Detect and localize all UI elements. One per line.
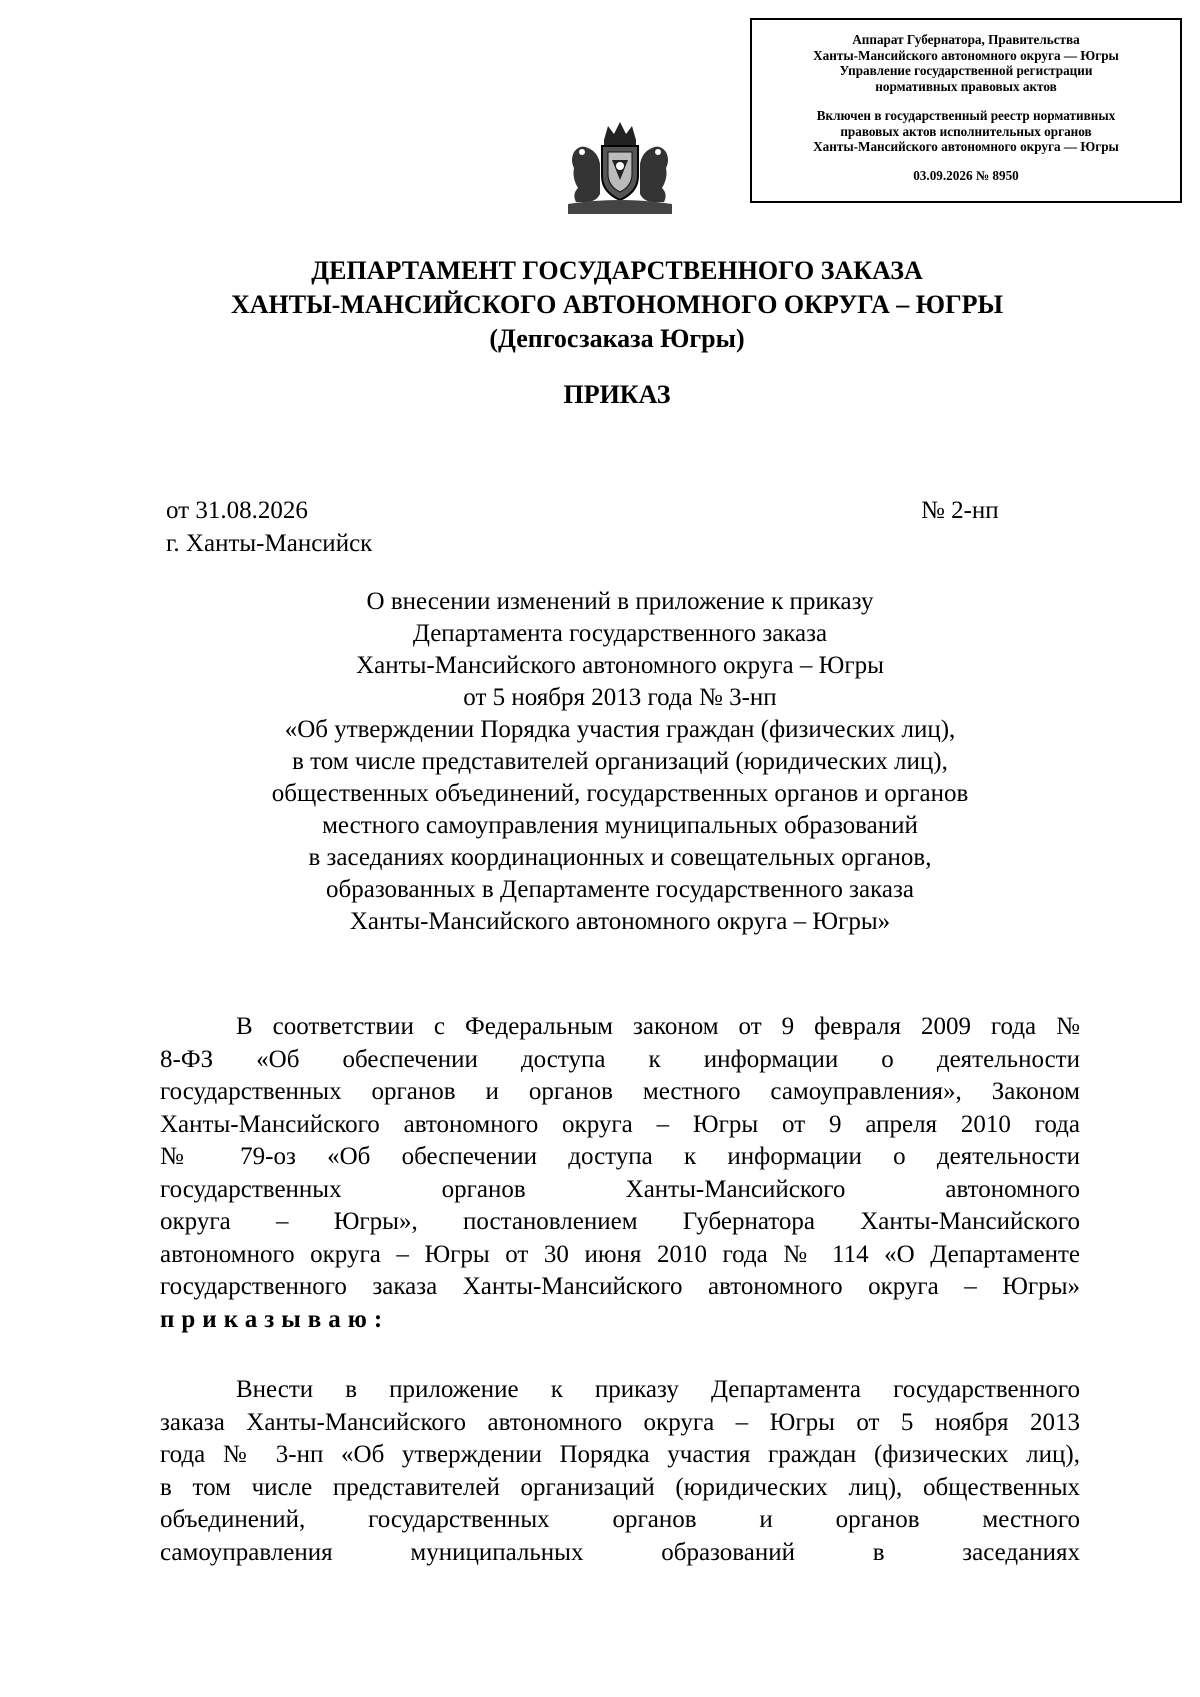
stamp-line: нормативных правовых актов: [875, 78, 1057, 94]
paragraph-line: заказа Ханты-Мансийского автономного округа – Югры от 5 ноября 2013: [160, 1408, 1080, 1436]
subject-line: Ханты-Мансийского автономного округа – Югры: [356, 652, 884, 679]
preamble-paragraph: [160, 1011, 1080, 1336]
paragraph-line: округа – Югры», постановлением Губернатора Ханты-Мансийского: [160, 1208, 1080, 1235]
paragraph-line: самоуправления муниципальных образований в заседаниях: [160, 1538, 1080, 1566]
paragraph-line: 8-ФЗ «Об обеспечении доступа к информации о деятельности: [160, 1045, 1080, 1073]
department-name-line1: ДЕПАРТАМЕНТ ГОСУДАРСТВЕННОГО ЗАКАЗА: [311, 256, 923, 285]
paragraph-line: № 79-оз «Об обеспечении доступа к информации о деятельности: [160, 1143, 1080, 1170]
paragraph-line: в том числе представителей организаций (юридических лиц), общественных: [160, 1473, 1080, 1501]
order-number: № 2-нп: [921, 497, 999, 524]
subject-line: в заседаниях координационных и совещательных органов,: [308, 844, 932, 871]
subject-line: Ханты-Мансийского автономного округа – Югры»: [349, 908, 891, 935]
coat-of-arms-icon: [560, 118, 680, 218]
paragraph-line: Внести в приложение к приказу Департамента государственного: [236, 1376, 1080, 1403]
department-short-name: (Депгосзаказа Югры): [489, 324, 745, 353]
subject-line: Департамента государственного заказа: [412, 620, 828, 647]
operative-paragraph: [160, 1374, 1080, 1569]
subject-line: образованных в Департаменте государственного заказа: [326, 876, 914, 903]
stamp-line: Аппарат Губернатора, Правительства: [852, 32, 1080, 47]
department-header: [0, 254, 1200, 356]
subject-line: общественных объединений, государственных органов и органов: [271, 780, 969, 807]
paragraph-line: государственных органов и органов местного самоуправления», Законом: [160, 1078, 1080, 1105]
paragraph-line: автономного округа – Югры от 30 июня 2010 года № 114 «О Департаменте: [160, 1240, 1080, 1268]
subject-line: «Об утверждении Порядка участия граждан (физических лиц),: [284, 716, 956, 743]
stamp-line: Включен в государственный реестр нормативных: [816, 108, 1116, 123]
order-subject: [166, 586, 1074, 938]
department-name-line2: ХАНТЫ-МАНСИЙСКОГО АВТОНОМНОГО ОКРУГА – ЮГРЫ: [230, 290, 1004, 319]
stamp-line: Ханты-Мансийского автономного округа — Югры: [813, 47, 1119, 63]
paragraph-line: государственного заказа Ханты-Мансийского автономного округа – Югры»: [160, 1273, 1080, 1300]
paragraph-line: государственных органов Ханты-Мансийского автономного: [160, 1175, 1080, 1203]
paragraph-line: В соответствии с Федеральным законом от 9 февраля 2009 года №: [236, 1013, 1080, 1040]
subject-line: в том числе представителей организаций (юридических лиц),: [292, 748, 948, 775]
stamp-line: Управление государственной регистрации: [839, 63, 1093, 78]
subject-line: местного самоуправления муниципальных образований: [322, 812, 918, 839]
order-date: от 31.08.2026: [166, 497, 308, 524]
decree-word: приказываю:: [160, 1305, 390, 1333]
document-type-title: ПРИКАЗ: [563, 380, 671, 409]
registration-stamp: [750, 18, 1182, 203]
paragraph-line: объединений, государственных органов и органов местного: [160, 1506, 1080, 1533]
paragraph-line: года № 3-нп «Об утверждении Порядка участия граждан (физических лиц),: [160, 1441, 1080, 1468]
paragraph-line: Ханты-Мансийского автономного округа – Югры от 9 апреля 2010 года: [160, 1110, 1080, 1138]
subject-line: О внесении изменений в приложение к приказу: [366, 588, 874, 615]
subject-line: от 5 ноября 2013 года № 3-нп: [463, 684, 777, 711]
order-city: г. Ханты-Мансийск: [166, 530, 373, 557]
stamp-line: правовых актов исполнительных органов: [840, 123, 1092, 139]
stamp-reg-number: 03.09.2026 № 8950: [913, 167, 1019, 183]
stamp-line: Ханты-Мансийского автономного округа — Югры: [813, 139, 1119, 154]
